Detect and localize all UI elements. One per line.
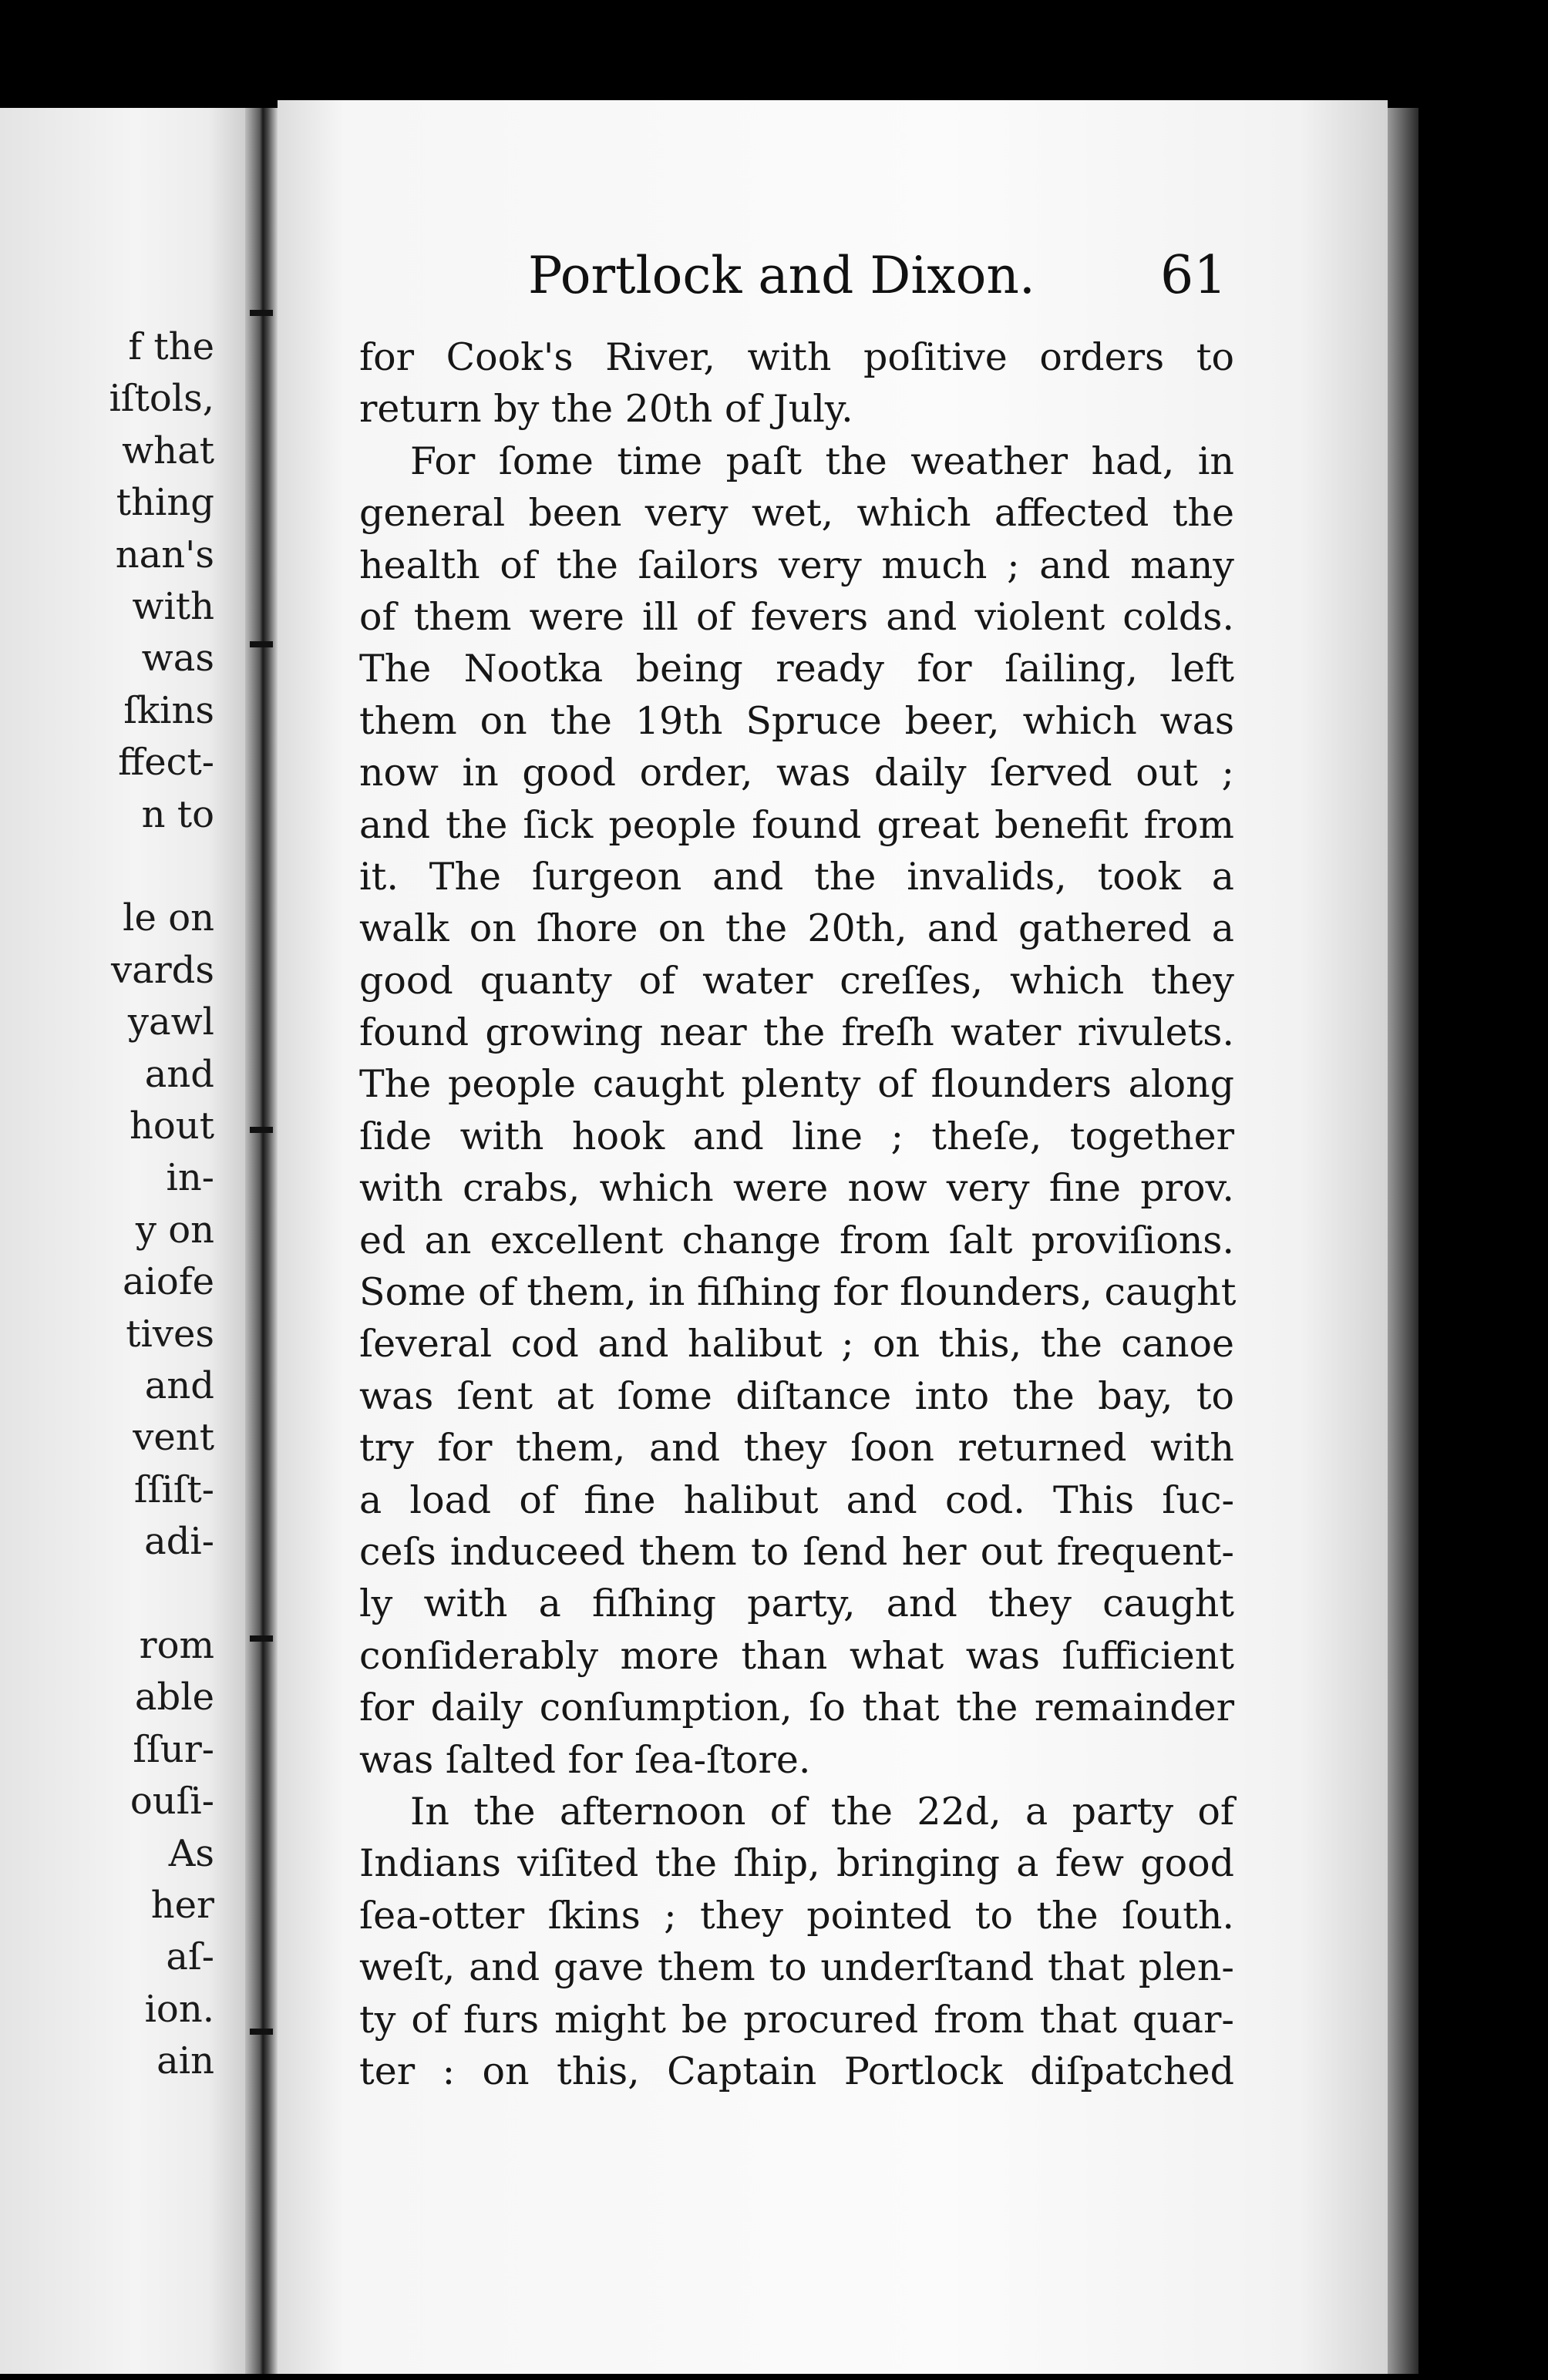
text-line: ſide with hook and line ; theſe, together (359, 1114, 1234, 1158)
left-page-line: what (122, 429, 214, 472)
left-page-line: aſ- (166, 1935, 214, 1979)
text-line: them on the 19th Spruce beer, which was (359, 698, 1234, 743)
book-gutter (245, 108, 278, 2374)
gutter-stitch (250, 1635, 273, 1642)
left-page-line: able (134, 1676, 214, 1719)
gutter-stitch (250, 2029, 273, 2035)
left-page-line: n to (141, 792, 214, 836)
text-line: For ſome time paſt the weather had, in (410, 439, 1234, 483)
text-line: Some of them, in fiſhing for flounders, caught (359, 1270, 1237, 1315)
text-line: conſiderably more than what was ſufficient (359, 1633, 1234, 1678)
left-page-line: in- (166, 1156, 214, 1200)
text-line: a load of fine halibut and cod. This ſuc- (359, 1477, 1234, 1522)
gutter-stitch (250, 310, 273, 316)
text-line: found growing near the freſh water rivulets. (359, 1010, 1234, 1055)
left-page-line: adi- (144, 1520, 214, 1564)
page-edge-shadow (1388, 108, 1418, 2374)
left-page-line: ffect- (118, 741, 214, 785)
body-text (359, 331, 1237, 2097)
left-page-line: her (150, 1884, 214, 1927)
text-line: ly with a fiſhing party, and they caught (359, 1582, 1234, 1626)
left-page-line: ion. (144, 1987, 214, 2031)
left-page-line: and (144, 1052, 214, 1096)
text-line: of them were ill of fevers and violent colds. (359, 594, 1234, 639)
left-page-line: yawl (127, 1000, 214, 1044)
gutter-stitch (250, 641, 273, 647)
text-line: return by the 20th of July. (359, 387, 853, 432)
text-line: now in good order, was daily ſerved out ; (359, 751, 1234, 795)
text-line: ter : on this, Captain Portlock diſpatched (359, 2049, 1234, 2093)
text-line: good quanty of water creſſes, which they (359, 958, 1234, 1003)
left-page-line: ſſur- (133, 1727, 214, 1771)
gutter-stitch (250, 1127, 273, 1133)
text-line: health of the ſailors very much ; and many (359, 543, 1234, 587)
left-page-line: f the (128, 325, 214, 368)
text-line: ceſs induceed them to ſend her out frequent- (359, 1529, 1234, 1574)
page-number: 61 (1160, 245, 1227, 306)
text-line: was ſent at ſome diſtance into the bay, to (359, 1373, 1234, 1418)
text-line: ſea-otter ſkins ; they pointed to the ſouth. (359, 1893, 1234, 1938)
left-page-line: le on (123, 896, 214, 940)
text-line: ſeveral cod and halibut ; on this, the canoe (359, 1322, 1234, 1366)
text-line: for Cook's River, with poſitive orders to (359, 335, 1234, 379)
left-page (0, 108, 245, 2374)
left-page-line: ouſi- (130, 1780, 214, 1824)
left-page-line: ain (156, 2039, 214, 2083)
text-line: ed an excellent change from ſalt proviſions. (359, 1218, 1234, 1262)
left-page-line: thing (116, 481, 214, 525)
text-line: walk on ſhore on the 20th, and gathered a (359, 906, 1234, 951)
left-page-line: As (168, 1831, 214, 1875)
text-line: and the ſick people found great benefit from (359, 802, 1234, 847)
left-page-line: ſſiſt- (133, 1467, 214, 1511)
left-page-line: and (144, 1364, 214, 1407)
text-line: for daily conſumption, ſo that the remainder (359, 1686, 1234, 1730)
text-line: In the afternoon of the 22d, a party of (410, 1789, 1234, 1834)
text-line: it. The ſurgeon and the invalids, took a (359, 854, 1234, 899)
text-line: The Nootka being ready for ſailing, left (359, 647, 1234, 691)
left-page-line: with (132, 585, 214, 628)
left-page-line: vent (133, 1416, 214, 1460)
left-page-line: was (141, 637, 214, 681)
left-page-line: y on (135, 1208, 214, 1252)
left-page-line: hout (129, 1104, 214, 1148)
left-page-line: tives (126, 1312, 214, 1356)
left-page-line: iſtols, (109, 377, 214, 421)
text-line: The people caught plenty of flounders along (359, 1062, 1234, 1107)
text-line: try for them, and they ſoon returned with (359, 1426, 1234, 1471)
left-page-line: ſkins (123, 688, 214, 732)
left-page-line: rom (139, 1624, 214, 1667)
text-line: Indians viſited the ſhip, bringing a few good (359, 1841, 1234, 1886)
text-line: ty of furs might be procured from that quar- (359, 1997, 1234, 2042)
left-page-line: nan's (115, 533, 214, 577)
left-page-line: aiofe (122, 1260, 214, 1304)
text-line: weſt, and gave them to underſtand that plen- (359, 1945, 1234, 1990)
text-line: was ſalted for ſea-ſtore. (359, 1737, 811, 1782)
left-page-line: vards (110, 948, 214, 992)
running-head: Portlock and Dixon. (528, 246, 1035, 305)
text-line: general been very wet, which affected the (359, 491, 1234, 536)
text-line: with crabs, which were now very fine prov. (359, 1166, 1234, 1211)
